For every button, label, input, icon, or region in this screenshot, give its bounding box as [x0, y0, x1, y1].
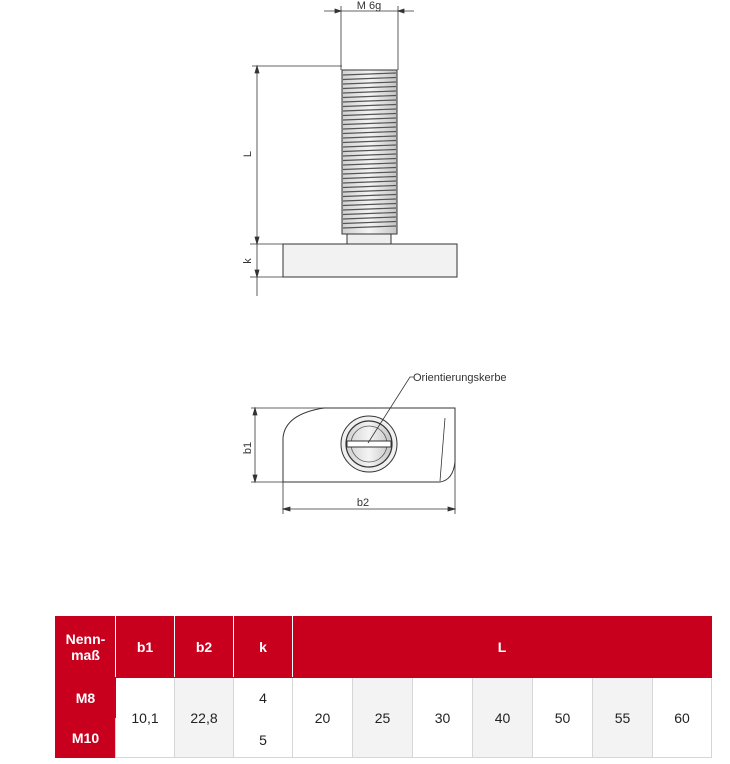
thread-label: M 6g [356, 0, 382, 12]
length-value: 55 [593, 678, 653, 758]
bolt-neck [347, 234, 391, 244]
dimension-table [55, 616, 712, 758]
length-value: 40 [473, 678, 533, 758]
header-L: L [293, 617, 712, 678]
k-values [234, 678, 293, 758]
b1-label: b1 [242, 441, 254, 455]
size-m8: M8 [56, 678, 116, 718]
head-height-label: k [242, 258, 254, 264]
length-value: 20 [293, 678, 353, 758]
header-b1: b1 [116, 617, 175, 678]
table-row [56, 678, 712, 718]
thread-dimension [324, 6, 414, 70]
header-b2: b2 [175, 617, 234, 678]
b2-value: 22,8 [175, 678, 234, 758]
k-value-m10: 5 [259, 732, 267, 748]
length-value: 25 [353, 678, 413, 758]
notch-label: Orientierungskerbe [413, 372, 507, 384]
length-value: 60 [653, 678, 712, 758]
length-label: L [242, 150, 254, 158]
b2-label: b2 [356, 497, 370, 509]
size-m10: M10 [56, 718, 116, 758]
bolt-side-view [242, 0, 457, 296]
b1-value: 10,1 [116, 678, 175, 758]
table-header-row [56, 617, 712, 678]
bolt-top-view [242, 372, 507, 514]
k-value-m8: 4 [259, 690, 267, 706]
length-value: 30 [413, 678, 473, 758]
header-nennmass: Nenn- maß [56, 617, 116, 678]
header-k: k [234, 617, 293, 678]
length-value: 50 [533, 678, 593, 758]
bolt-head [283, 244, 457, 277]
